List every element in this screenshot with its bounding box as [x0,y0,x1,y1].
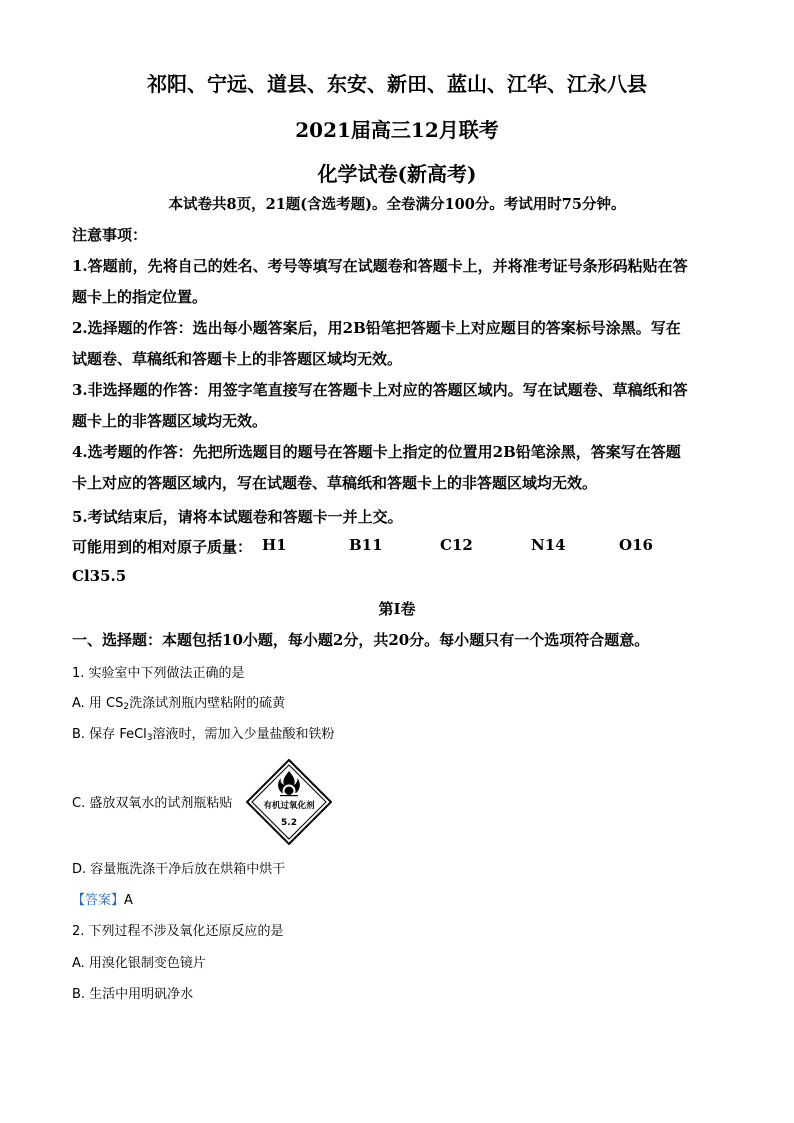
note-item-3-line2: 题卡上的非答题区域均无效。 [72,412,268,430]
atomic-mass-cl: Cl35.5 [72,567,127,585]
q1-stem: 1. 实验室中下列做法正确的是 [72,666,245,681]
q2-stem: 2. 下列过程不涉及氧化还原反应的是 [72,924,284,939]
atomic-mass-n: N14 [531,536,566,554]
note-item-2-line1: 2.选择题的作答：选出每小题答案后，用2B铅笔把答题卡上对应题目的答案标号涂黑。写在 [72,319,681,337]
hazard-diamond-svg [246,759,332,845]
hazard-label-text: 有机过氧化剂 [263,801,315,811]
atomic-mass-h: H1 [262,536,287,554]
atomic-mass-o: O16 [619,536,653,554]
q1-option-b-sub: 3 [146,733,153,743]
exam-subject-title: 化学试卷(新高考) [317,162,477,186]
atomic-mass-b: B11 [349,536,383,554]
q1-answer [72,889,133,908]
note-item-1-line1: 1.答题前，先将自己的姓名、考号等填写在试题卷和答题卡上，并将准考证号条形码粘贴在答 [72,257,688,275]
q1-option-c: C. 盛放双氧水的试剂瓶粘贴 [72,796,233,811]
q1-option-a [72,692,285,712]
q2-option-a: A. 用溴化银制变色镜片 [72,956,206,971]
section-title: 第Ⅰ卷 [378,600,416,618]
exam-region-title: 祁阳、宁远、道县、东安、新田、蓝山、江华、江永八县 [147,72,647,96]
note-item-2-line2: 试题卷、草稿纸和答题卡上的非答题区域均无效。 [72,350,403,368]
atomic-mass-label: 可能用到的相对原子质量： [72,538,253,556]
hazard-label-number: 5.2 [281,818,297,828]
q1-option-b-post: 溶液时，需加入少量盐酸和铁粉 [152,727,335,742]
q1-option-b-pre: B. 保存 FeCl [72,727,147,742]
note-item-1-line2: 题卡上的指定位置。 [72,288,208,306]
section-instruction: 一、选择题：本题包括10小题，每小题2分，共20分。每小题只有一个选项符合题意。 [72,631,650,649]
q1-option-a-post: 洗涤试剂瓶内壁粘附的硫黄 [129,696,286,711]
note-item-4-line2: 卡上对应的答题区域内，写在试题卷、草稿纸和答题卡上的非答题区域均无效。 [72,474,598,492]
note-item-4-line1: 4.选考题的作答：先把所选题目的题号在答题卡上指定的位置用2B铅笔涂黑，答案写在答题 [72,443,681,461]
exam-date-title: 2021届高三12月联考 [295,118,499,142]
q1-option-a-sub: 2 [123,702,130,712]
atomic-mass-c: C12 [440,536,473,554]
q1-option-a-pre: A. 用 CS [72,696,124,711]
answer-tag: 【答案】 [72,893,125,908]
q1-option-b [72,723,335,743]
note-item-5: 5.考试结束后，请将本试题卷和答题卡一并上交。 [72,508,403,526]
q2-option-b: B. 生活中用明矾净水 [72,987,194,1002]
note-item-3-line1: 3.非选择题的作答：用签字笔直接写在答题卡上对应的答题区域内。写在试题卷、草稿纸和答 [72,381,688,399]
notes-heading: 注意事项： [72,226,148,244]
exam-info: 本试卷共8页，21题(含选考题)。全卷满分100分。考试用时75分钟。 [168,196,626,213]
organic-peroxide-hazard-icon [246,759,332,845]
q1-option-d: D. 容量瓶洗涤干净后放在烘箱中烘干 [72,862,286,877]
q1-answer-value: A [124,893,133,908]
